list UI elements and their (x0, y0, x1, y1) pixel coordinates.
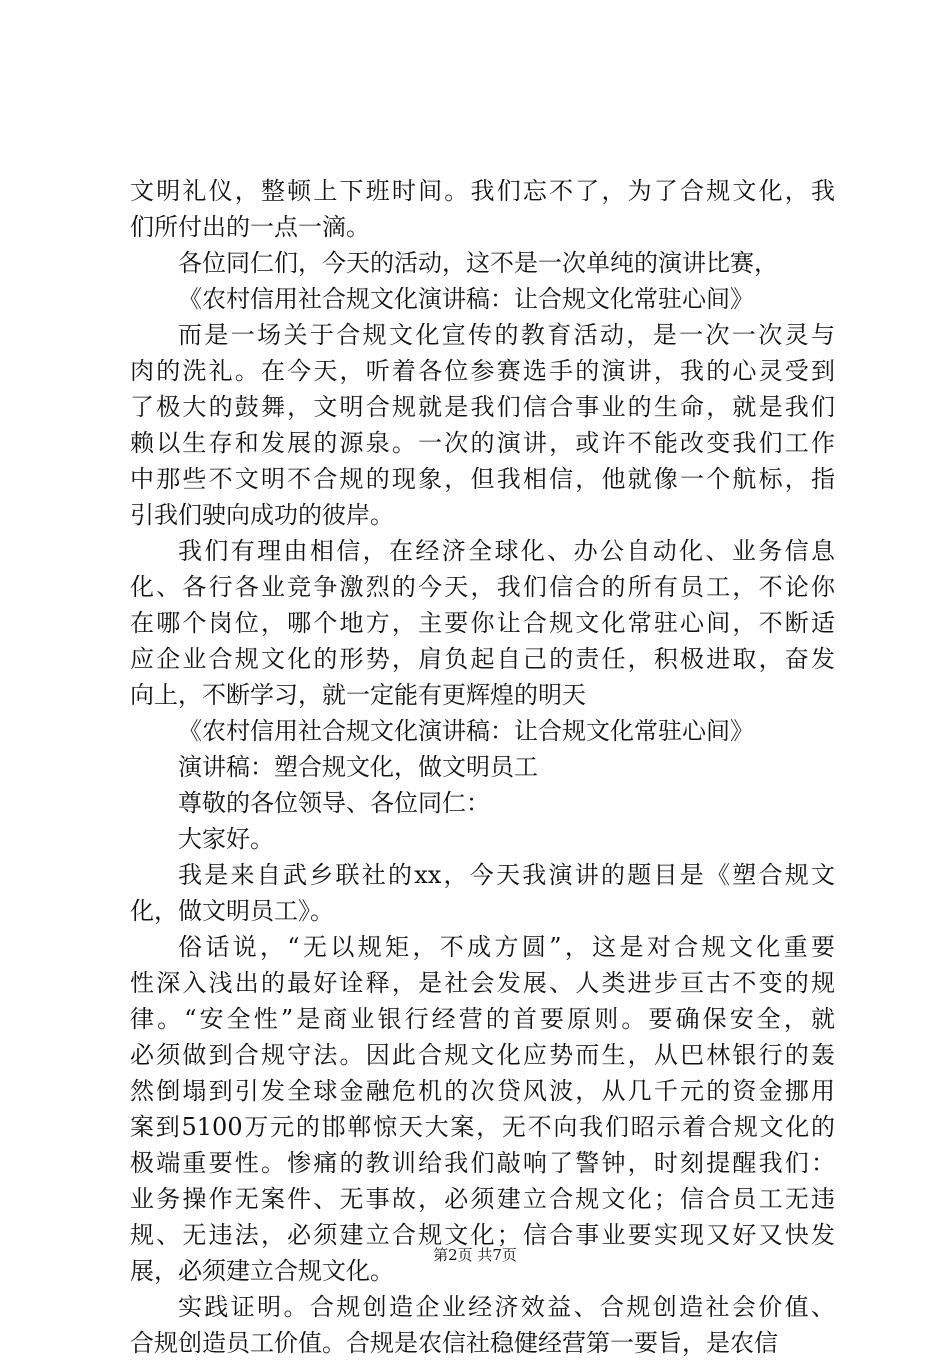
text-line: 中那些不文明不合规的现象，但我相信，他就像一个航标，指 (130, 465, 835, 493)
paragraph (130, 821, 835, 857)
text-line: 演讲稿：塑合规文化，做文明员工 (178, 753, 538, 781)
text-line: 化、各行各业竞争激烈的今天，我们信合的所有员工，不论你 (130, 573, 835, 601)
text-line: 必须做到合规守法。因此合规文化应势而生，从巴林银行的轰 (130, 1041, 835, 1069)
text-line: 了极大的鼓舞，文明合规就是我们信合事业的生命，就是我们 (130, 393, 835, 421)
text-line: 律。“安全性”是商业银行经营的首要原则。要确保安全，就 (130, 1005, 835, 1033)
text-line: 大家好。 (178, 825, 274, 853)
text-line: 尊敬的各位领导、各位同仁： (178, 789, 490, 817)
paragraph (130, 713, 835, 749)
text-line: 肉的洗礼。在今天，听着各位参赛选手的演讲，我的心灵受到 (130, 357, 835, 385)
text-line: 展，必须建立合规文化。 (130, 1257, 394, 1285)
text-line: 引我们驶向成功的彼岸。 (130, 501, 394, 529)
text-line: 各位同仁们，今天的活动，这不是一次单纯的演讲比赛， (178, 249, 778, 277)
text-line: 化，做文明员工》。 (130, 897, 334, 925)
text-line: 性深入浅出的最好诠释，是社会发展、人类进步亘古不变的规 (130, 969, 835, 997)
text-line: 应企业合规文化的形势，肩负起自己的责任，积极进取，奋发 (130, 645, 835, 673)
text-line: 文明礼仪，整顿上下班时间。我们忘不了，为了合规文化，我 (130, 177, 835, 205)
text-line: 极端重要性。惨痛的教训给我们敲响了警钟，时刻提醒我们： (130, 1149, 835, 1177)
text-line: 案到5100万元的邯郸惊天大案，无不向我们昭示着合规文化的 (130, 1113, 835, 1141)
text-line: 我们有理由相信，在经济全球化、办公自动化、业务信息 (178, 537, 835, 565)
text-line: 合规创造员工价值。合规是农信社稳健经营第一要旨，是农信 (130, 1329, 778, 1357)
paragraph (130, 245, 835, 281)
page-number-label: 第2页 共7页 (433, 1246, 517, 1264)
text-line: 在哪个岗位，哪个地方，主要你让合规文化常驻心间，不断适 (130, 609, 835, 637)
text-line: 然倒塌到引发全球金融危机的次贷风波，从几千元的资金挪用 (130, 1077, 835, 1105)
paragraph (130, 1289, 835, 1361)
paragraph (130, 173, 835, 245)
paragraph (130, 857, 835, 929)
document-body (130, 173, 835, 1361)
text-line: 而是一场关于合规文化宣传的教育活动，是一次一次灵与 (178, 321, 835, 349)
text-line: 业务操作无案件、无事故，必须建立合规文化；信合员工无违 (130, 1185, 835, 1213)
text-line: 们所付出的一点一滴。 (130, 213, 370, 241)
paragraph (130, 533, 835, 713)
text-line: 赖以生存和发展的源泉。一次的演讲，或许不能改变我们工作 (130, 429, 835, 457)
paragraph (130, 317, 835, 533)
paragraph (130, 929, 835, 1289)
text-line: 向上，不断学习，就一定能有更辉煌的明天 (130, 681, 586, 709)
text-line: 规、无违法，必须建立合规文化；信合事业要实现又好又快发 (130, 1221, 835, 1249)
paragraph (130, 281, 835, 317)
text-line: 实践证明。合规创造企业经济效益、合规创造社会价值、 (178, 1293, 835, 1321)
text-line: 《农村信用社合规文化演讲稿：让合规文化常驻心间》 (178, 285, 754, 313)
paragraph (130, 785, 835, 821)
text-line: 《农村信用社合规文化演讲稿：让合规文化常驻心间》 (178, 717, 754, 745)
paragraph (130, 749, 835, 785)
page-footer (0, 1245, 950, 1265)
text-line: 俗话说，“无以规矩，不成方圆”，这是对合规文化重要 (178, 933, 835, 961)
text-line: 我是来自武乡联社的xx，今天我演讲的题目是《塑合规文 (178, 861, 835, 889)
